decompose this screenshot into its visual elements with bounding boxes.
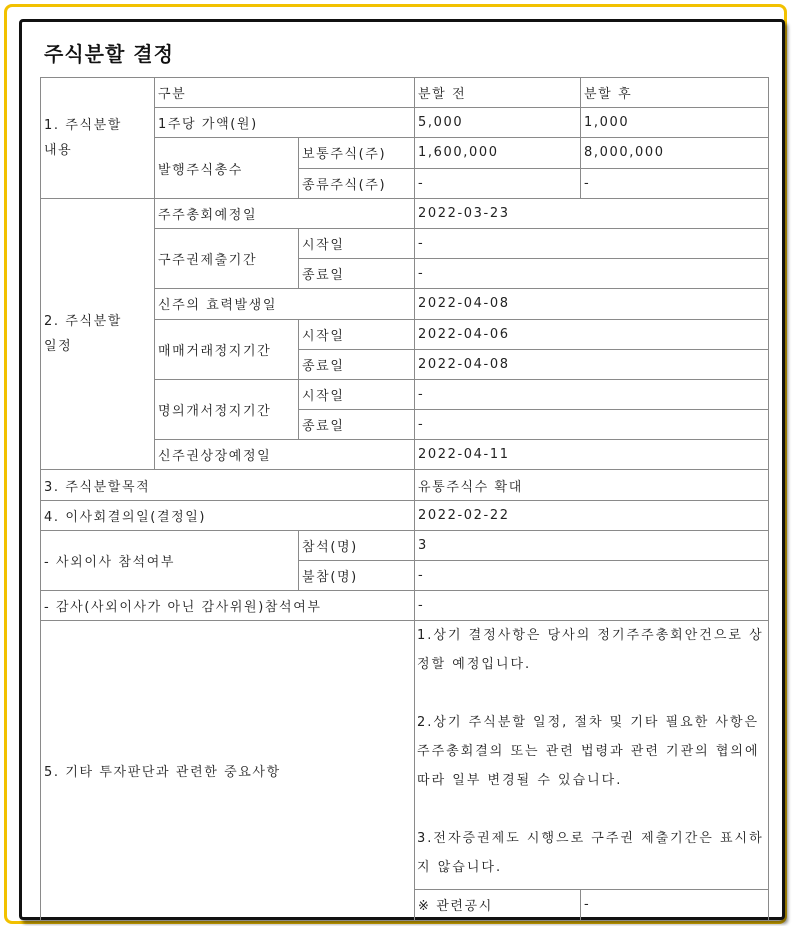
absent-label: 불참(명): [299, 561, 415, 591]
table-row: [41, 591, 769, 621]
table-row: [41, 500, 769, 530]
present-label: 참석(명): [299, 530, 415, 560]
outside-directors-label: - 사외이사 참석여부: [41, 530, 299, 590]
board-date-label: 4. 이사회결의일(결정일): [41, 500, 415, 530]
preferred-shares-before: -: [415, 168, 581, 198]
old-cert-end-label: 종료일: [299, 259, 415, 289]
meeting-date-label: 주주총회예정일: [155, 198, 415, 228]
section-split-details: 1. 주식분할 내용: [41, 78, 155, 199]
note-1: 1.상기 결정사항은 당사의 정기주주총회안건으로 상정할 예정입니다.: [417, 628, 764, 673]
total-shares-label: 발행주식총수: [155, 138, 299, 198]
header-before: 분할 전: [415, 78, 581, 108]
table-row: [41, 198, 769, 228]
transfer-start-value: -: [415, 379, 769, 409]
purpose-value: 유통주식수 확대: [415, 470, 769, 500]
old-cert-period-label: 구주권제출기간: [155, 228, 299, 288]
table-row: [41, 470, 769, 500]
transfer-end-value: -: [415, 410, 769, 440]
table-row: [41, 78, 769, 108]
spacer: [417, 679, 766, 708]
par-value-before: 5,000: [415, 108, 581, 138]
disclosure-panel: [19, 19, 785, 920]
note-3: 3.전자증권제도 시행으로 구주권 제출기간은 표시하지 않습니다.: [417, 831, 764, 876]
section-split-schedule: 2. 주식분할 일정: [41, 198, 155, 470]
note-2: 2.상기 주식분할 일정, 절차 및 기타 필요한 사항은 주주총회결의 또는 관련 법령과 관련 기관의 협의에 따라 일부 변경될 수 있습니다.: [417, 715, 760, 789]
other-matters-label: 5. 기타 투자판단과 관련한 중요사항: [41, 621, 415, 920]
old-cert-end-value: -: [415, 259, 769, 289]
par-value-label: 1주당 가액(원): [155, 108, 415, 138]
spacer: [417, 795, 766, 824]
effective-date-label: 신주의 효력발생일: [155, 289, 415, 319]
trading-start-label: 시작일: [299, 319, 415, 349]
transfer-end-label: 종료일: [299, 410, 415, 440]
board-date-value: 2022-02-22: [415, 500, 769, 530]
related-disclosure-label: ※ 관련공시: [415, 890, 581, 920]
related-disclosure-value: -: [581, 890, 769, 920]
absent-value: -: [415, 561, 769, 591]
trading-start-value: 2022-04-06: [415, 319, 769, 349]
trading-end-label: 종료일: [299, 349, 415, 379]
header-after: 분할 후: [581, 78, 769, 108]
transfer-halt-label: 명의개서정지기간: [155, 379, 299, 439]
purpose-label: 3. 주식분할목적: [41, 470, 415, 500]
table-row: [41, 530, 769, 560]
old-cert-start-value: -: [415, 228, 769, 258]
trading-end-value: 2022-04-08: [415, 349, 769, 379]
auditor-value: -: [415, 591, 769, 621]
present-value: 3: [415, 530, 769, 560]
page-title: 주식분할 결정: [44, 42, 174, 66]
old-cert-start-label: 시작일: [299, 228, 415, 258]
common-shares-after: 8,000,000: [581, 138, 769, 168]
outer-frame: [4, 4, 787, 924]
preferred-shares-label: 종류주식(주): [299, 168, 415, 198]
common-shares-label: 보통주식(주): [299, 138, 415, 168]
table-row: [41, 621, 769, 890]
listing-date-label: 신주권상장예정일: [155, 440, 415, 470]
stock-split-table: [40, 77, 769, 921]
trading-halt-label: 매매거래정지기간: [155, 319, 299, 379]
header-item: 구분: [155, 78, 415, 108]
par-value-after: 1,000: [581, 108, 769, 138]
listing-date-value: 2022-04-11: [415, 440, 769, 470]
transfer-start-label: 시작일: [299, 379, 415, 409]
meeting-date-value: 2022-03-23: [415, 198, 769, 228]
common-shares-before: 1,600,000: [415, 138, 581, 168]
auditor-label: - 감사(사외이사가 아닌 감사위원)참석여부: [41, 591, 415, 621]
preferred-shares-after: -: [581, 168, 769, 198]
effective-date-value: 2022-04-08: [415, 289, 769, 319]
other-matters-notes: [415, 621, 769, 890]
